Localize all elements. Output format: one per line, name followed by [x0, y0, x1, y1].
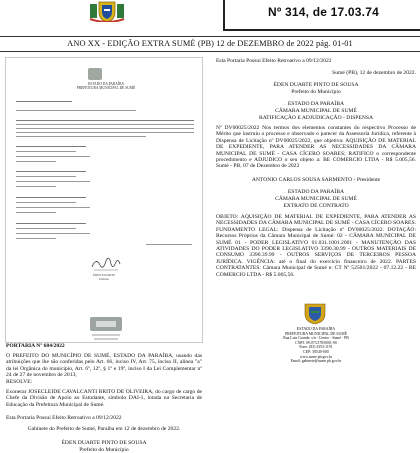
scan-text-line: [16, 136, 146, 137]
scan-text-line: [16, 186, 56, 187]
scan-logo-icon: [88, 68, 102, 80]
ratification-body: Nº DV00025/2022 Nos termos dos elementos constantes do respectivo Processo de Mérito que instruiu o processo e observado o parecer da Assessoria Jurídica, referente à Dispensa de Licitação nº DV00025/2022, que objetiva: AQUISIÇÃO DE MATERIAL DE EXPEDIENTE, PARA ATENDER AS NECESSIDADES DA CÂMARA MUNICIPAL DE SUMÉ - CASA CÍCERO SOARES; RATIFICO o correspondente procedimento e ADJUDICO o seu objeto a: BE COMERCIO LTDA - R$ 5.005,56. Sumé - PB, 07 de Dezembro de 2022: [216, 125, 416, 170]
signature-icon: [90, 255, 122, 273]
scan-text-line: [16, 233, 90, 234]
scan-text-line: [16, 197, 86, 198]
scan-text-line: [16, 128, 194, 129]
scan-heading-line: ESTADO DA PARAÍBA: [87, 82, 125, 86]
scan-text-line: [16, 151, 76, 152]
signer-role: Prefeito do Município: [79, 447, 129, 453]
portaria-title: PORTARIA Nº 684/2022: [6, 343, 65, 349]
scan-text-line: [16, 124, 194, 125]
contract-header-line: ESTADO DA PARAÍBA: [287, 189, 345, 195]
scan-footer-line: ÉDEN DUARTE: [92, 273, 116, 277]
scan-text-line: [16, 223, 86, 224]
ratification-header-line: ESTADO DA PARAÍBA: [287, 101, 345, 107]
scan-text-line: [16, 181, 90, 182]
gabinete-line: Gabinete do Prefeito de Sumé, Paraíba em 12 de dezembro de 2022.: [27, 426, 181, 432]
contract-body: OBJETO: AQUISIÇÃO DE MATERIAL DE EXPEDIENTE, PARA ATENDER AS NECESSIDADES DA CÂMARA MUNICIPAL DE SUMÉ - CASA CÍCERO SOARES. FUNDAMENTO LEGAL: Dispensa de Licitação nº DV00025/2022. DOTAÇÃO: Recursos Próprios da Câmara Municipal de Sumé: 02 - CÂMARA MUNICIPAL DE SUMÉ 01 - PODER LEGISLATIVO 01.031.1001.2001 - MANUTENÇÃO DAS ATIVIDADES DO PODER LEGISLATIVO 3390.30.99 - OUTROS MATERIAIS DE CONSUMO 3390.39.99 - OUTROS SERVIÇOS DE TERCEIROS PESSOA JURÍDICA. VIGÊNCIA: até o final do exercício financeiro de 2022. PARTES CONTRATANTES: Câmara Municipal de Sumé e: CT Nº 52501/2022 - 07.12.22 - BE COMERCIO LTDA - R$ 5.005,56.: [216, 214, 416, 278]
scan-text-line: [16, 101, 72, 102]
municipal-emblem-icon: [88, 0, 126, 22]
scan-heading-line: PREFEITURA MUNICIPAL DE SUMÉ: [76, 86, 136, 90]
address-line: CEP: 58540-000: [303, 349, 329, 354]
portaria-paragraph: O PREFEITO DO MUNICÍPIO DE SUMÉ, ESTADO DA PARAÍBA, usando das atribuições que lhe são conferidas pelo Art. 66, inciso IV, Art. 75, inciso II, alínea "a" da lei Orgânica do município, Art. 6º, 12º, § 1º e 19º, inciso I da Lei Complementar nº 24 de 27 de novembro de 2013,: [6, 353, 202, 379]
address-block: [216, 327, 416, 364]
signer-name: ÉDEN DUARTE PINTO DE SOUSA: [273, 82, 359, 88]
retroactive-notice: Esta Portaria Possui Efeito Retroativo a 09/12/2022: [6, 415, 122, 421]
scan-text-line: [16, 161, 56, 162]
scanned-document: [5, 57, 203, 343]
legal-reference-box: [223, 0, 420, 31]
contract-header-line: CÂMARA MUNICIPAL DE SUMÉ: [275, 196, 357, 202]
municipal-seal-icon: [302, 303, 328, 325]
signer-name: ÉDEN DUARTE PINTO DE SOUSA: [61, 440, 147, 446]
scan-footer-line: Prefeito: [98, 277, 110, 281]
address-line: CNPJ: 09.073.578/0001-90: [295, 340, 337, 345]
portaria-paragraph: Exonerar JOSECLEIDE CAVALCANTI BRITO DE OLIVEIRA, do cargo de cargo de Chefe da Divisão de Apoio ao Estudante, símbolo DAI-1, lotada na Secretaria de Educação da Prefeitura Municipal de Sumé.: [6, 389, 202, 408]
left-column: [0, 52, 206, 453]
ratification-signature: ANTONIO CARLOS SOUSA SARMENTO - Presidente: [251, 177, 381, 183]
date-line: Sumé (PB), 12 de dezembro de 2022.: [332, 70, 416, 76]
scan-text-line: [16, 120, 194, 121]
ratification-header-line: CÂMARA MUNICIPAL DE SUMÉ: [275, 108, 357, 114]
scan-text-line: [16, 110, 136, 111]
retroactive-notice: Esta Portaria Possui Efeito Retroativo a 09/12/2022: [216, 58, 332, 64]
scan-text-line: [16, 176, 76, 177]
scan-text-line: [16, 207, 90, 208]
address-line: Fone: (83) 3353-1191: [299, 345, 333, 350]
scan-text-line: [16, 146, 86, 147]
scan-seal-icon: [86, 311, 126, 344]
scan-text-line: [16, 212, 56, 213]
address-line: ESTADO DA PARAÍBA: [296, 327, 336, 331]
scan-text-line: [16, 156, 90, 157]
edition-banner: ANO XX - EDIÇÃO EXTRA SUMÉ (PB) 12 de DEZEMBRO de 2022 pág. 01-01: [0, 36, 420, 52]
address-line: Email: gabinete@sume.pb.gov.br: [290, 359, 342, 364]
resolve-label: RESOLVE:: [6, 379, 33, 385]
scan-text-line: [16, 238, 56, 239]
ratification-title: RATIFICAÇÃO E ADJUDICAÇÃO - DISPENSA: [258, 115, 374, 121]
address-line: www.sume.pb.gov.br: [299, 354, 333, 359]
signer-role: Prefeito do Município: [291, 89, 341, 95]
scan-text-line: [16, 228, 76, 229]
gazette-header: [0, 0, 420, 40]
scan-text-line: [16, 132, 194, 133]
scan-text-line: [16, 202, 76, 203]
scan-text-line: [146, 244, 192, 245]
contract-title: EXTRATO DE CONTRATO: [283, 203, 349, 209]
scan-text-line: [16, 171, 86, 172]
legal-reference: Nº 314, de 17.03.74: [268, 5, 379, 19]
right-column: [210, 52, 420, 420]
address-line: PREFEITURA MUNICIPAL DE SUMÉ: [285, 331, 347, 336]
address-line: Rua Luiz Grande, s/n - Centro - Sumé - PB: [283, 336, 349, 341]
